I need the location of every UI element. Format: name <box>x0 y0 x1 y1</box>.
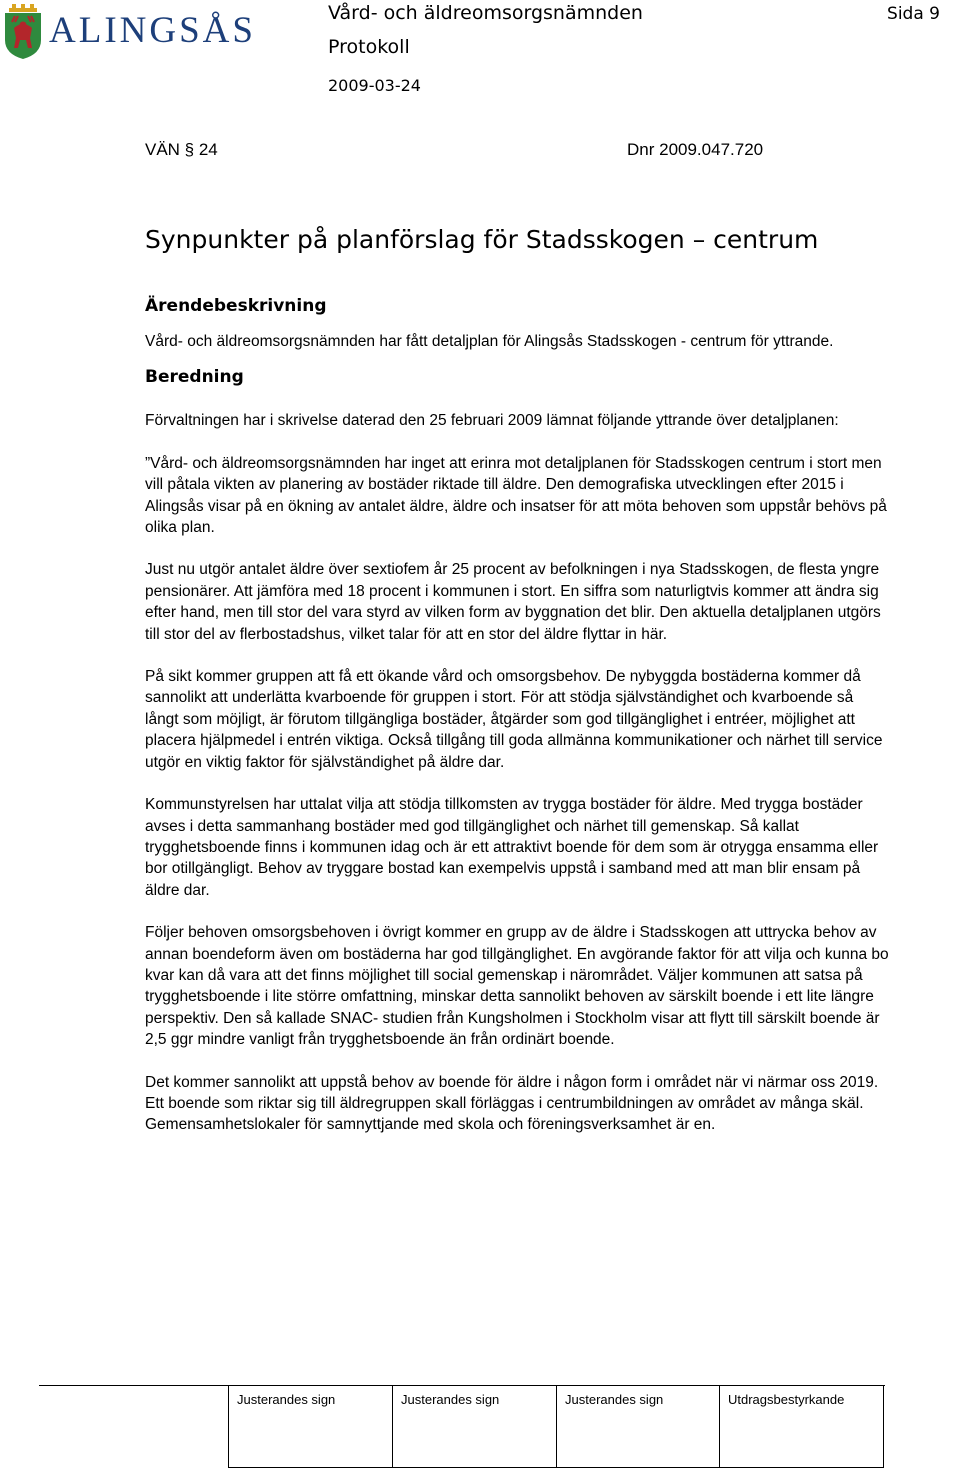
signature-box-bottom <box>228 1467 884 1468</box>
beredning-heading: Beredning <box>145 367 244 388</box>
signature-box-border <box>392 1385 393 1467</box>
signature-field-2: Justerandes sign <box>401 1392 500 1407</box>
beredning-intro: Förvaltningen har i skrivelse daterad den 25 februari 2009 lämnat följande yttrande över detaljplanen: <box>145 412 839 430</box>
meeting-date: 2009-03-24 <box>328 76 421 95</box>
signature-field-3: Justerandes sign <box>565 1392 664 1407</box>
logo-wordmark: ALINGSÅS <box>49 9 256 51</box>
signature-field-1: Justerandes sign <box>237 1392 336 1407</box>
signature-box-border <box>556 1385 557 1467</box>
signature-box-border <box>883 1385 884 1467</box>
document-type: Protokoll <box>328 36 410 58</box>
statement-paragraph-1: ”Vård- och äldreomsorgsnämnden har inget att erinra mot detaljplanen för Stadsskogen centrum i stort men vill påtala vikten av planering av bostäder riktade till äldre. Den demografiska utvecklingen efter 2015 i Alingsås visar på en ökning av antalet äldre, äldre och insatser för att möta behoven som uppstår behövs på olika plan. <box>145 454 887 537</box>
statement-paragraph-4: Kommunstyrelsen har uttalat vilja att stödja tillkomsten av trygga bostäder för äldre. Med trygga bostäder avses i detta sammanhang bostäder med god tillgänglighet och närhet till gemenskap. Så kallat trygghetsboende finns i kommunen idag och är ett attraktivt boende för dem som är otrygga ensamma eller bor otillgängligt. Behov av tryggare bostad kan exempelvis uppstå i samband med att man blir ensam på äldre dar. <box>145 796 879 899</box>
page-number: Sida 9 <box>887 4 940 24</box>
footer-divider <box>39 1385 885 1386</box>
extract-certification-field: Utdragsbestyrkande <box>728 1392 845 1407</box>
page-title: Synpunkter på planförslag för Stadsskogen – centrum <box>145 225 819 254</box>
case-number: Dnr 2009.047.720 <box>627 140 764 159</box>
committee-name: Vård- och äldreomsorgsnämnden <box>328 2 643 24</box>
document-body <box>145 291 890 1136</box>
statement-paragraph-6: Det kommer sannolikt att uppstå behov av boende för äldre i någon form i området när vi närmar oss 2019. Ett boende som riktar sig till äldregruppen skall förläggas i centrumbildningen av området av många skäl. Gemensamhetslokaler för samnyttjande med skola och föreningsverksamhet är en. <box>145 1073 879 1134</box>
statement-paragraph-3: På sikt kommer gruppen att få ett ökande vård och omsorgsbehov. De nybyggda bostäderna kommer då sannolikt att underlätta kvarboende för gruppen i stort. För att stödja självständighet och kvarboende så långt som möjligt, är förutom tillgängliga bostäder, åtgärder som god tillgänglighet i entréer, möjlighet att placera hjälpmedel i entrén viktiga. Också tillgång till goda allmänna kommunikationer och närhet till service utgör en viktig faktor för självständighet på äldre dar. <box>145 668 883 771</box>
alingsas-logo <box>3 4 256 60</box>
statement-paragraph-2: Just nu utgör antalet äldre över sextiofem år 25 procent av befolkningen i nya Stadsskogen, de flesta yngre pensionärer. Att jämföra med 18 procent i kommunen i stort. En siffra som naturligtvis kommer att ändra sig efter hand, men till stor del vara styrd av vilken form av byggnation det blir. Den aktuella detaljplanen utgörs till stor del av flerbostadshus, vilket talar för att en stor del äldre flyttar in här. <box>145 561 881 643</box>
arendebeskrivning-text: Vård- och äldreomsorgsnämnden har fått detaljplan för Alingsås Stadsskogen - centrum för yttrande. <box>145 333 834 350</box>
signature-box-border <box>719 1385 720 1467</box>
arendebeskrivning-heading: Ärendebeskrivning <box>145 296 327 316</box>
signature-box-border <box>228 1385 229 1467</box>
statement-paragraph-5: Följer behoven omsorgsbehoven i övrigt kommer en grupp av de äldre i Stadsskogen att uttrycka behov av annan boendeform även om bostäderna har god tillgänglighet. En avgörande faktor för att vilja och kunna bo kvar kan då vara att det finns möjlighet till social gemenskap i närområdet. Väljer kommunen att satsa på trygghetsboende i lite större omfattning, minskar detta sannolikt behoven av särskilt boende i ett lite längre perspektiv. Den så kallade SNAC- studien från Kungsholmen i Stockholm visar att flytt till särskilt boende är 2,5 ggr mindre vanligt från trygghetsboende än från ordinärt boende. <box>145 924 889 1049</box>
coat-of-arms-icon <box>3 4 43 60</box>
paragraph-reference: VÄN § 24 <box>145 140 218 159</box>
